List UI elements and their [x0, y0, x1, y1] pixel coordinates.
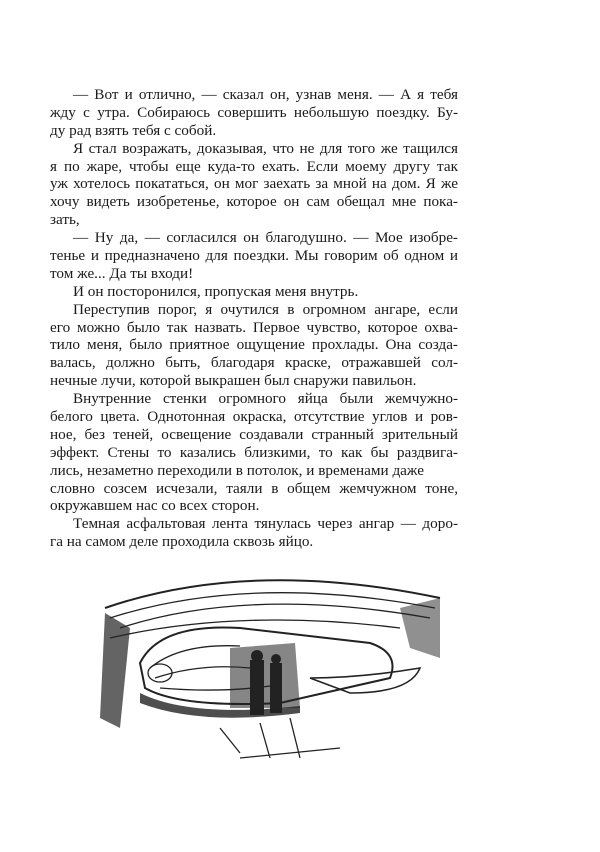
text-line: Я стал возражать, доказывая, что не для того же тащился [73, 139, 458, 157]
text-line: тенье и предназначено для поездки. Мы говорим об одном и [50, 247, 458, 265]
text-line: Внутренние стенки огромного яйца были жемчужно- [73, 390, 458, 408]
vehicle-illustration [100, 568, 445, 768]
text-line: его можно было так назвать. Первое чувство, которое охва- [50, 318, 458, 336]
text-line: — Ну да, — согласился он благодушно. — Мое изобре- [73, 229, 458, 247]
text-line: жду с утра. Собираюсь совершить небольшую поездку. Бу- [50, 103, 458, 121]
text-line: я по жаре, чтобы еще куда-то ехать. Если моему другу так [50, 157, 458, 175]
text-line: белого цвета. Однотонная окраска, отсутствие углов и ров- [50, 408, 458, 426]
text-line: том же... Да ты входи! [50, 264, 194, 282]
text-line: нечные лучи, которой выкрашен был снаружи павильон. [50, 372, 417, 390]
text-line: валась, должно быть, благодаря краске, отражавшей сол- [50, 354, 458, 372]
text-line: зать, [50, 211, 80, 229]
text-line: уж хотелось покататься, он мог заехать за мной на дом. Я же [50, 175, 458, 193]
text-line: ду рад взять тебя с собой. [50, 121, 217, 139]
text-line: га на самом деле проходила сквозь яйцо. [50, 533, 314, 551]
text-line: лись, незаметно переходили в потолок, и временами даже [50, 461, 424, 479]
text-line: ное, без теней, освещение создавали странный зрительный [50, 425, 458, 443]
text-line: Темная асфальтовая лента тянулась через ангар — доро- [73, 515, 458, 533]
book-text [50, 86, 458, 551]
text-line: словно созсем исчезали, таяли в общем жемчужном тоне, [50, 479, 458, 497]
text-line: окружавшем нас со всех сторон. [50, 497, 260, 515]
text-line: Переступив порог, я очутился в огромном ангаре, если [73, 300, 458, 318]
text-line: — Вот и отлично, — сказал он, узнав меня. — А я тебя [73, 86, 458, 103]
text-line: И он посторонился, пропуская меня внутрь. [73, 282, 359, 300]
text-line: хочу видеть изобретенье, которое он сам обещал мне пока- [50, 193, 458, 211]
text-line: тило меня, было приятное ощущение прохлады. Она созда- [50, 336, 458, 354]
text-line: эффект. Стены то казались близкими, то как бы раздвига- [50, 443, 458, 461]
